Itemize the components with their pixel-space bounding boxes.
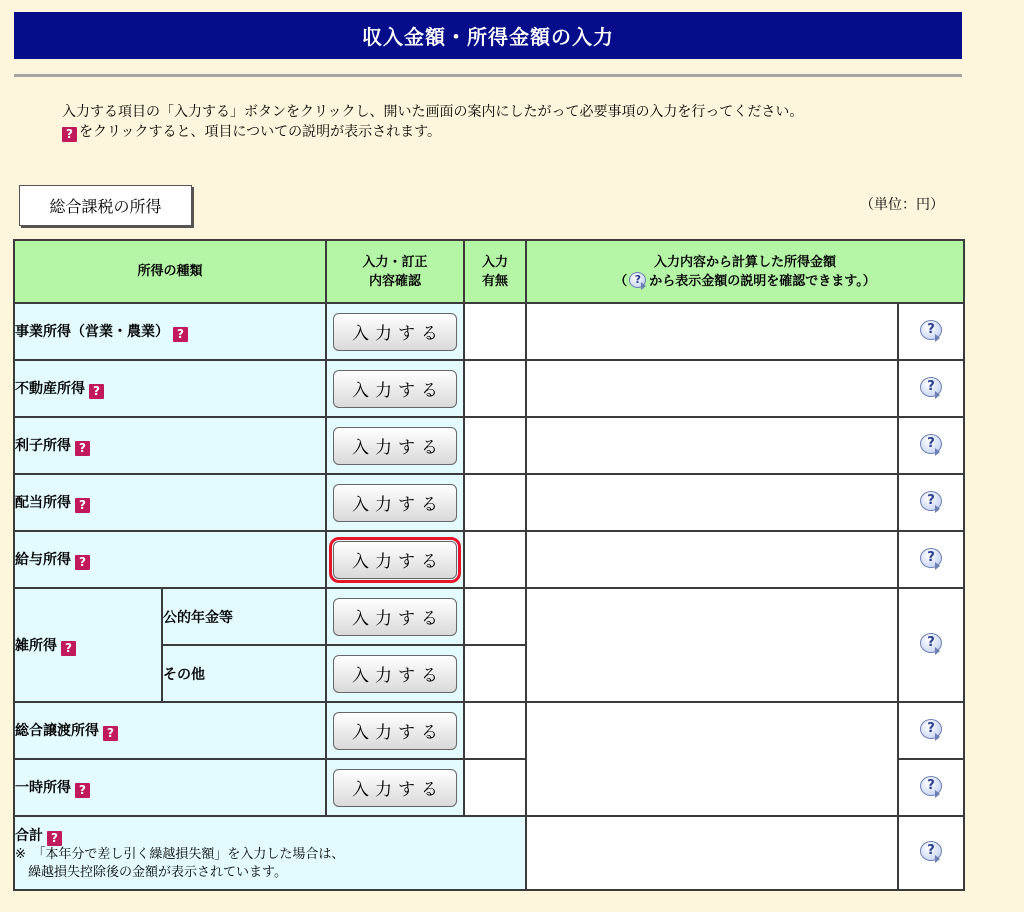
header-entry-line2: 内容確認 bbox=[369, 273, 422, 289]
amount-cell bbox=[526, 588, 898, 702]
help-square-icon[interactable]: ? bbox=[173, 327, 188, 342]
amount-cell bbox=[526, 303, 898, 360]
table-row bbox=[14, 588, 964, 645]
header-divider bbox=[14, 74, 962, 77]
row-label-total bbox=[14, 816, 526, 890]
total-note-line1: ※ 「本年分で差し引く繰越損失額」を入力した場合は、 bbox=[15, 846, 345, 862]
question-bubble-icon[interactable]: ? bbox=[918, 376, 944, 398]
help-square-icon[interactable]: ? bbox=[103, 726, 118, 741]
row-label-transfer bbox=[14, 702, 326, 759]
header-entry-line1: 入力・訂正 bbox=[362, 254, 428, 270]
status-cell bbox=[464, 474, 526, 531]
header-entry bbox=[326, 240, 464, 303]
row-label-text: 事業所得（営業・農業） bbox=[15, 324, 169, 340]
question-bubble-icon[interactable]: ? bbox=[918, 775, 944, 797]
row-label-misc bbox=[14, 588, 162, 702]
row-label-text: 利子所得 bbox=[15, 438, 71, 454]
enter-button-salary[interactable]: 入力する bbox=[333, 541, 457, 579]
row-label-misc-other: その他 bbox=[162, 645, 326, 702]
header-status-line2: 有無 bbox=[482, 273, 509, 289]
question-bubble-icon[interactable]: ? bbox=[918, 319, 944, 341]
header-calc-line2-pre: （ bbox=[614, 273, 628, 289]
help-square-icon[interactable]: ? bbox=[75, 783, 90, 798]
row-label-business bbox=[14, 303, 326, 360]
row-label-text: 給与所得 bbox=[15, 552, 71, 568]
table-row bbox=[14, 303, 964, 360]
amount-cell bbox=[526, 474, 898, 531]
question-bubble-icon: ? bbox=[629, 272, 647, 288]
help-square-icon[interactable]: ? bbox=[75, 441, 90, 456]
total-note-line2: 繰越損失控除後の金額が表示されています。 bbox=[15, 864, 287, 880]
enter-button-interest[interactable]: 入力する bbox=[333, 427, 457, 465]
amount-cell bbox=[526, 702, 898, 816]
header-status-line1: 入力 bbox=[482, 254, 509, 270]
row-label-text: 一時所得 bbox=[15, 780, 71, 796]
unit-label: （単位：円） bbox=[860, 197, 944, 213]
table-row-total bbox=[14, 816, 964, 890]
table-row bbox=[14, 360, 964, 417]
table-row bbox=[14, 531, 964, 588]
enter-button-business[interactable]: 入力する bbox=[333, 313, 457, 351]
enter-button-misc-pension[interactable]: 入力する bbox=[333, 598, 457, 636]
row-label-misc-pension: 公的年金等 bbox=[162, 588, 326, 645]
enter-button-real-estate[interactable]: 入力する bbox=[333, 370, 457, 408]
status-cell bbox=[464, 417, 526, 474]
row-label-text: 雑所得 bbox=[15, 637, 57, 654]
row-label-interest bbox=[14, 417, 326, 474]
amount-cell bbox=[526, 360, 898, 417]
question-bubble-icon[interactable]: ? bbox=[918, 547, 944, 569]
instructions bbox=[62, 102, 803, 142]
help-square-icon[interactable]: ? bbox=[47, 831, 62, 846]
enter-button-dividend[interactable]: 入力する bbox=[333, 484, 457, 522]
page-title: 収入金額・所得金額の入力 bbox=[362, 25, 614, 49]
status-cell bbox=[464, 531, 526, 588]
help-square-icon[interactable]: ? bbox=[75, 555, 90, 570]
status-cell bbox=[464, 702, 526, 759]
row-label-temporary bbox=[14, 759, 326, 816]
enter-button-temporary[interactable]: 入力する bbox=[333, 769, 457, 807]
help-square-icon[interactable]: ? bbox=[89, 384, 104, 399]
help-square-icon[interactable]: ? bbox=[61, 641, 76, 656]
row-label-salary bbox=[14, 531, 326, 588]
question-bubble-icon[interactable]: ? bbox=[918, 632, 944, 654]
instructions-line-2 bbox=[62, 122, 803, 142]
total-amount-cell bbox=[526, 816, 898, 890]
table-row bbox=[14, 417, 964, 474]
help-square-icon: ? bbox=[62, 127, 77, 142]
question-bubble-icon[interactable]: ? bbox=[918, 840, 944, 862]
row-label-real-estate bbox=[14, 360, 326, 417]
page-header bbox=[14, 12, 962, 59]
enter-button-transfer[interactable]: 入力する bbox=[333, 712, 457, 750]
total-title: 合計 bbox=[15, 827, 43, 844]
instructions-line-1: 入力する項目の「入力する」ボタンをクリックし、開いた画面の案内にしたがって必要事項の入力を行ってください。 bbox=[62, 104, 804, 120]
status-cell bbox=[464, 645, 526, 702]
header-calc-line1: 入力内容から計算した所得金額 bbox=[654, 254, 837, 270]
table-row bbox=[14, 702, 964, 759]
header-income-type: 所得の種類 bbox=[14, 240, 326, 303]
table-row bbox=[14, 474, 964, 531]
row-label-dividend bbox=[14, 474, 326, 531]
section-label-comprehensive-income: 総合課税の所得 bbox=[19, 185, 192, 226]
row-label-text: 総合譲渡所得 bbox=[15, 723, 99, 739]
status-cell bbox=[464, 360, 526, 417]
status-cell bbox=[464, 303, 526, 360]
row-label-text: 配当所得 bbox=[15, 495, 71, 511]
enter-button-misc-other[interactable]: 入力する bbox=[333, 655, 457, 693]
income-table bbox=[13, 239, 965, 891]
status-cell bbox=[464, 588, 526, 645]
amount-cell bbox=[526, 531, 898, 588]
instructions-line-2-text: をクリックすると、項目についての説明が表示されます。 bbox=[79, 124, 442, 140]
amount-cell bbox=[526, 417, 898, 474]
question-bubble-icon[interactable]: ? bbox=[918, 718, 944, 740]
question-bubble-icon[interactable]: ? bbox=[918, 490, 944, 512]
row-label-text: 不動産所得 bbox=[15, 381, 85, 397]
header-calculated-amount bbox=[526, 240, 964, 303]
header-status bbox=[464, 240, 526, 303]
question-bubble-icon[interactable]: ? bbox=[918, 433, 944, 455]
help-square-icon[interactable]: ? bbox=[75, 498, 90, 513]
header-calc-line2-post: から表示金額の説明を確認できます。） bbox=[649, 273, 876, 289]
status-cell bbox=[464, 759, 526, 816]
table-header-row bbox=[14, 240, 964, 303]
